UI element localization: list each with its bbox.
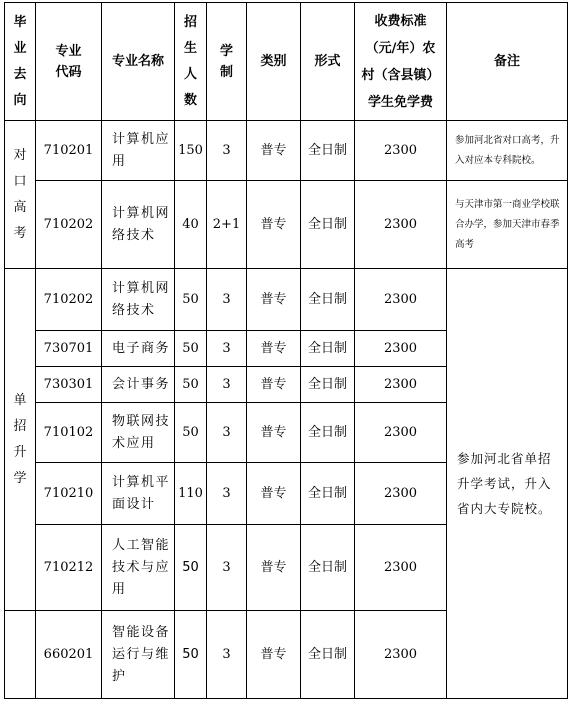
code-cell: 730701 xyxy=(36,331,102,367)
fee-cell: 2300 xyxy=(355,181,447,269)
years-cell: 3 xyxy=(207,121,247,181)
form-cell: 全日制 xyxy=(301,331,355,367)
name-cell: 计算机网络技术 xyxy=(102,181,175,269)
header-name: 专业名称 xyxy=(102,3,175,121)
name-cell: 计算机网络技术 xyxy=(102,269,175,331)
category-cell: 普专 xyxy=(247,403,301,463)
fee-cell: 2300 xyxy=(355,121,447,181)
category-cell: 普专 xyxy=(247,525,301,611)
name-cell: 物联网技术应用 xyxy=(102,403,175,463)
remark-cell: 与天津市第一商业学校联合办学，参加天津市春季高考 xyxy=(447,181,568,269)
years-cell: 3 xyxy=(207,463,247,525)
name-cell: 人工智能技术与应用 xyxy=(102,525,175,611)
category-cell: 普专 xyxy=(247,463,301,525)
table-row xyxy=(5,269,568,331)
code-cell: 710102 xyxy=(36,403,102,463)
graduation-cell-blank xyxy=(5,611,36,699)
enroll-cell: 50 xyxy=(175,611,207,699)
remark-shared-cell: 参加河北省单招升学考试，升入省内大专院校。 xyxy=(447,269,568,699)
name-cell: 智能设备运行与维护 xyxy=(102,611,175,699)
graduation-cell: 对口高考 xyxy=(5,121,36,269)
enroll-cell: 50 xyxy=(175,331,207,367)
code-cell: 710212 xyxy=(36,525,102,611)
years-cell: 3 xyxy=(207,269,247,331)
remark-cell: 参加河北省对口高考，升入对应本专科院校。 xyxy=(447,121,568,181)
enroll-cell: 50 xyxy=(175,269,207,331)
enroll-cell: 50 xyxy=(175,525,207,611)
header-years: 学制 xyxy=(207,3,247,121)
code-cell: 710201 xyxy=(36,121,102,181)
code-cell: 710210 xyxy=(36,463,102,525)
enroll-cell: 110 xyxy=(175,463,207,525)
form-cell: 全日制 xyxy=(301,367,355,403)
fee-cell: 2300 xyxy=(355,611,447,699)
fee-cell: 2300 xyxy=(355,331,447,367)
fee-cell: 2300 xyxy=(355,403,447,463)
form-cell: 全日制 xyxy=(301,269,355,331)
category-cell: 普专 xyxy=(247,269,301,331)
fee-cell: 2300 xyxy=(355,463,447,525)
enroll-cell: 150 xyxy=(175,121,207,181)
fee-cell: 2300 xyxy=(355,269,447,331)
name-cell: 会计事务 xyxy=(102,367,175,403)
years-cell: 3 xyxy=(207,611,247,699)
header-fee: 收费标准（元/年）农村（含县镇）学生免学费 xyxy=(355,3,447,121)
fee-cell: 2300 xyxy=(355,525,447,611)
header-enroll: 招生人数 xyxy=(175,3,207,121)
category-cell: 普专 xyxy=(247,121,301,181)
code-cell: 710202 xyxy=(36,181,102,269)
years-cell: 3 xyxy=(207,367,247,403)
header-graduation: 毕业去向 xyxy=(5,3,36,121)
enroll-cell: 40 xyxy=(175,181,207,269)
code-cell: 730301 xyxy=(36,367,102,403)
table-row xyxy=(5,181,568,269)
category-cell: 普专 xyxy=(247,181,301,269)
enroll-cell: 50 xyxy=(175,367,207,403)
years-cell: 2+1 xyxy=(207,181,247,269)
years-cell: 3 xyxy=(207,525,247,611)
fee-cell: 2300 xyxy=(355,367,447,403)
form-cell: 全日制 xyxy=(301,121,355,181)
years-cell: 3 xyxy=(207,331,247,367)
name-cell: 电子商务 xyxy=(102,331,175,367)
table-row xyxy=(5,121,568,181)
header-row xyxy=(5,3,568,121)
form-cell: 全日制 xyxy=(301,525,355,611)
name-cell: 计算机平面设计 xyxy=(102,463,175,525)
header-remarks: 备注 xyxy=(447,3,568,121)
name-cell: 计算机应用 xyxy=(102,121,175,181)
header-code: 专业代码 xyxy=(36,3,102,121)
form-cell: 全日制 xyxy=(301,463,355,525)
form-cell: 全日制 xyxy=(301,181,355,269)
header-category: 类别 xyxy=(247,3,301,121)
category-cell: 普专 xyxy=(247,331,301,367)
code-cell: 660201 xyxy=(36,611,102,699)
header-form: 形式 xyxy=(301,3,355,121)
form-cell: 全日制 xyxy=(301,403,355,463)
category-cell: 普专 xyxy=(247,367,301,403)
code-cell: 710202 xyxy=(36,269,102,331)
category-cell: 普专 xyxy=(247,611,301,699)
enrollment-table xyxy=(4,2,568,699)
enroll-cell: 50 xyxy=(175,403,207,463)
form-cell: 全日制 xyxy=(301,611,355,699)
graduation-cell: 单招升学 xyxy=(5,269,36,611)
years-cell: 3 xyxy=(207,403,247,463)
